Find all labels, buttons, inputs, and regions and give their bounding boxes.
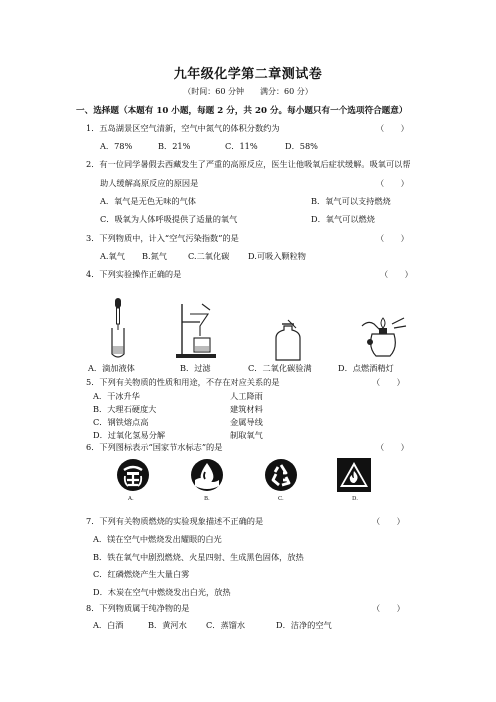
q8-stem: 8．下列物质属于纯净物的是 bbox=[86, 603, 190, 613]
recycle-icon bbox=[264, 458, 298, 492]
q7-option-d: D．木炭在空气中燃烧发出白光，放热 bbox=[93, 587, 231, 597]
page-title: 九年级化学第二章测试卷 bbox=[173, 67, 323, 82]
q2-stem-line2: 助人缓解高原反应的原因是 bbox=[100, 178, 199, 188]
q7-answer-paren: （ ） bbox=[372, 516, 405, 526]
alcohol-lamp-icon bbox=[358, 314, 408, 360]
q5-row-b-right: 建筑材料 bbox=[230, 404, 263, 414]
q5-row-d-right: 制取氧气 bbox=[230, 430, 263, 440]
q1-answer-paren: （ ） bbox=[376, 123, 409, 133]
q5-answer-paren: （ ） bbox=[372, 377, 405, 387]
q4-option-d: D．点燃酒精灯 bbox=[338, 363, 394, 373]
q5-stem: 5．下列有关物质的性质和用途，不存在对应关系的是 bbox=[86, 377, 280, 387]
filtration-apparatus-icon bbox=[174, 300, 220, 360]
q2-stem: 2．有一位同学暑假去西藏发生了严重的高原反应，医生让他吸氧后症状缓解。吸氧可以帮 bbox=[86, 159, 411, 169]
q2-option-c: C．吸氧为人体呼吸提供了适量的氧气 bbox=[100, 214, 238, 224]
exam-info: （时间：60 分钟 满分：60 分） bbox=[183, 87, 313, 96]
q1-option-c: C．11% bbox=[225, 141, 258, 151]
water-saving-icon bbox=[190, 458, 224, 492]
q6-label-c: C. bbox=[278, 496, 284, 502]
q8-option-d: D．洁净的空气 bbox=[276, 620, 332, 630]
q5-row-c-left: C．钢铁熔点高 bbox=[93, 417, 149, 427]
q6-stem: 6．下列图标表示“国家节水标志”的是 bbox=[86, 442, 223, 452]
q1-option-b: B．21% bbox=[158, 141, 191, 151]
q5-row-a-left: A．干冰升华 bbox=[93, 391, 140, 401]
q2-option-a: A．氧气是无色无味的气体 bbox=[100, 196, 196, 206]
q3-option-a: A.氧气 bbox=[100, 251, 125, 261]
gas-bottle-icon bbox=[268, 318, 308, 362]
q6-label-d: D. bbox=[352, 496, 358, 502]
q3-stem: 3．下列物质中，计入“空气污染指数”的是 bbox=[86, 233, 239, 243]
q6-label-a: A. bbox=[128, 496, 134, 502]
q1-stem: 1．五岛湖景区空气清新，空气中氮气的体积分数约为 bbox=[86, 123, 280, 133]
q2-answer-paren: （ ） bbox=[376, 178, 409, 188]
q7-option-c: C．红磷燃烧产生大量白雾 bbox=[93, 569, 190, 579]
q2-option-d: D．氧气可以燃烧 bbox=[311, 214, 375, 224]
q6-answer-paren: （ ） bbox=[376, 442, 409, 452]
q8-option-b: B．黄河水 bbox=[148, 620, 187, 630]
q4-option-b: B．过滤 bbox=[180, 363, 211, 373]
q5-row-d-left: D．过氧化氢易分解 bbox=[93, 430, 166, 440]
q3-option-b: B.氮气 bbox=[142, 251, 167, 261]
q5-row-c-right: 金属导线 bbox=[230, 417, 263, 427]
q4-option-a: A．滴加液体 bbox=[88, 363, 135, 373]
q3-answer-paren: （ ） bbox=[376, 233, 409, 243]
q8-answer-paren: （ ） bbox=[372, 603, 405, 613]
q4-answer-paren: （ ） bbox=[380, 269, 413, 279]
q4-stem: 4．下列实验操作正确的是 bbox=[86, 269, 182, 279]
flammable-warning-icon bbox=[336, 457, 372, 493]
q7-option-a: A．镁在空气中燃烧发出耀眼的白光 bbox=[93, 534, 222, 544]
q7-stem: 7．下列有关物质燃烧的实验现象描述不正确的是 bbox=[86, 516, 264, 526]
q8-option-c: C．蒸馏水 bbox=[206, 620, 246, 630]
section-heading: 一、选择题（本题有 10 小题，每题 2 分，共 20 分。每小题只有一个选项符合题意） bbox=[76, 106, 408, 116]
q1-option-d: D．58% bbox=[285, 141, 318, 151]
q4-option-c: C．二氧化碳验满 bbox=[248, 363, 312, 373]
q7-option-b: B．铁在氧气中剧烈燃烧、火星四射、生成黑色固体，放热 bbox=[93, 552, 304, 562]
q3-option-d: D.可吸入颗粒物 bbox=[248, 251, 306, 261]
q5-row-a-right: 人工降雨 bbox=[230, 391, 263, 401]
q2-option-b: B．氧气可以支持燃烧 bbox=[311, 196, 391, 206]
dropper-test-tube-icon bbox=[100, 296, 136, 360]
q3-option-c: C.二氧化碳 bbox=[188, 251, 230, 261]
q6-label-b: B. bbox=[204, 496, 210, 502]
q8-option-a: A．白酒 bbox=[93, 620, 124, 630]
national-emblem-icon bbox=[116, 458, 150, 492]
q1-option-a: A．78% bbox=[100, 141, 133, 151]
q5-row-b-left: B．大理石硬度大 bbox=[93, 404, 157, 414]
